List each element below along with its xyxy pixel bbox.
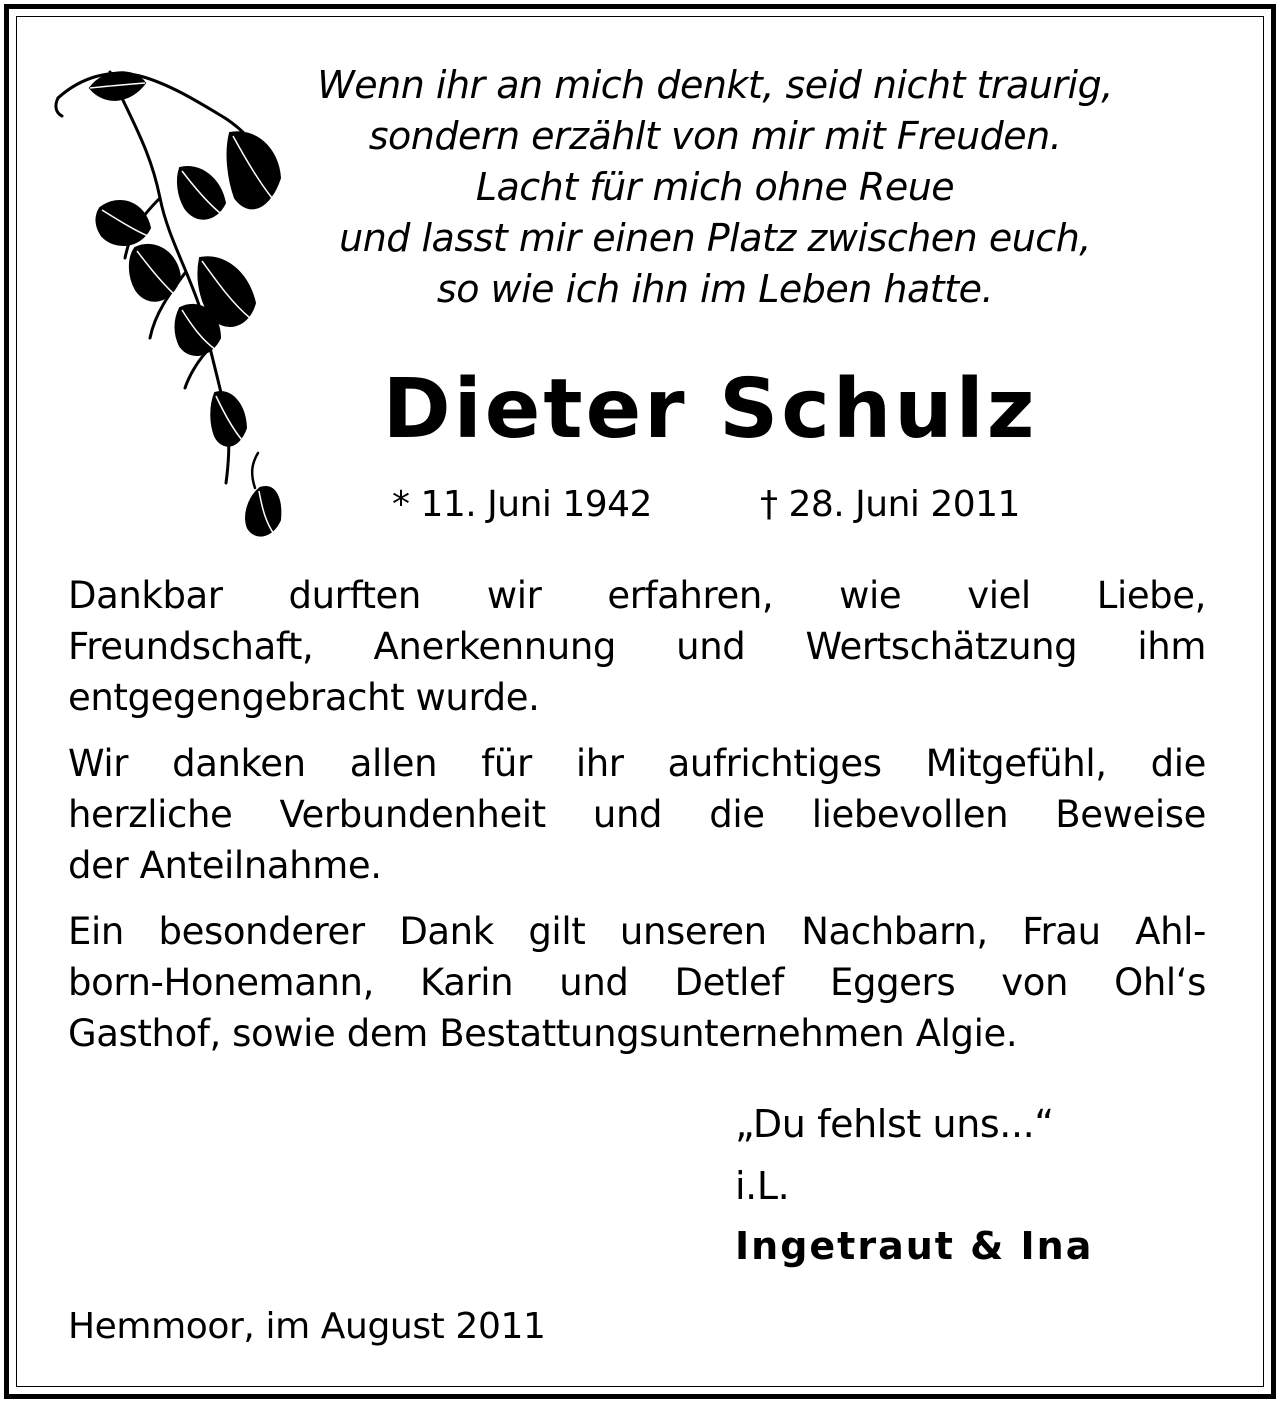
poem-line: und lasst mir einen Platz zwischen euch, (339, 216, 1091, 260)
birth-date: * 11. Juni 1942 (392, 484, 652, 525)
paragraph-line: entgegengebracht wurde. (68, 676, 540, 719)
closing-quote: „Du fehlst uns...“ (735, 1102, 1054, 1146)
paragraph-line: born-Honemann, Karin und Detlef Eggers von Ohl‘s (68, 961, 1206, 1004)
paragraph-line: Ein besonderer Dank gilt unseren Nachbarn, Frau Ahl- (68, 910, 1206, 953)
poem-line: sondern erzählt von mir mit Freuden. (368, 114, 1062, 158)
poem-line: Wenn ihr an mich denkt, seid nicht traurig, (317, 63, 1113, 107)
thanks-paragraph-2 (68, 738, 1206, 891)
thanks-paragraph-3 (68, 906, 1206, 1059)
place-and-date: Hemmoor, im August 2011 (68, 1306, 546, 1347)
paragraph-line: Dankbar durften wir erfahren, wie viel Liebe, (68, 574, 1206, 617)
death-date: † 28. Juni 2011 (760, 484, 1020, 525)
paragraph-line: Wir danken allen für ihr aufrichtiges Mitgefühl, die (68, 742, 1206, 785)
poem-line: Lacht für mich ohne Reue (475, 165, 955, 209)
thanks-paragraph-1 (68, 570, 1206, 723)
deceased-name: Dieter Schulz (382, 362, 1038, 457)
in-love-abbreviation: i.L. (735, 1164, 790, 1208)
birch-branch-icon (50, 58, 290, 568)
signatories: Ingetraut & Ina (735, 1224, 1094, 1268)
paragraph-line: Gasthof, sowie dem Bestattungsunternehmen Algie. (68, 1012, 1018, 1055)
poem-line: so wie ich ihn im Leben hatte. (436, 267, 994, 311)
paragraph-line: herzliche Verbundenheit und die liebevollen Beweise (68, 793, 1206, 836)
paragraph-line: Freundschaft, Anerkennung und Wertschätzung ihm (68, 625, 1206, 668)
memorial-poem (280, 60, 1150, 315)
paragraph-line: der Anteilnahme. (68, 844, 382, 887)
